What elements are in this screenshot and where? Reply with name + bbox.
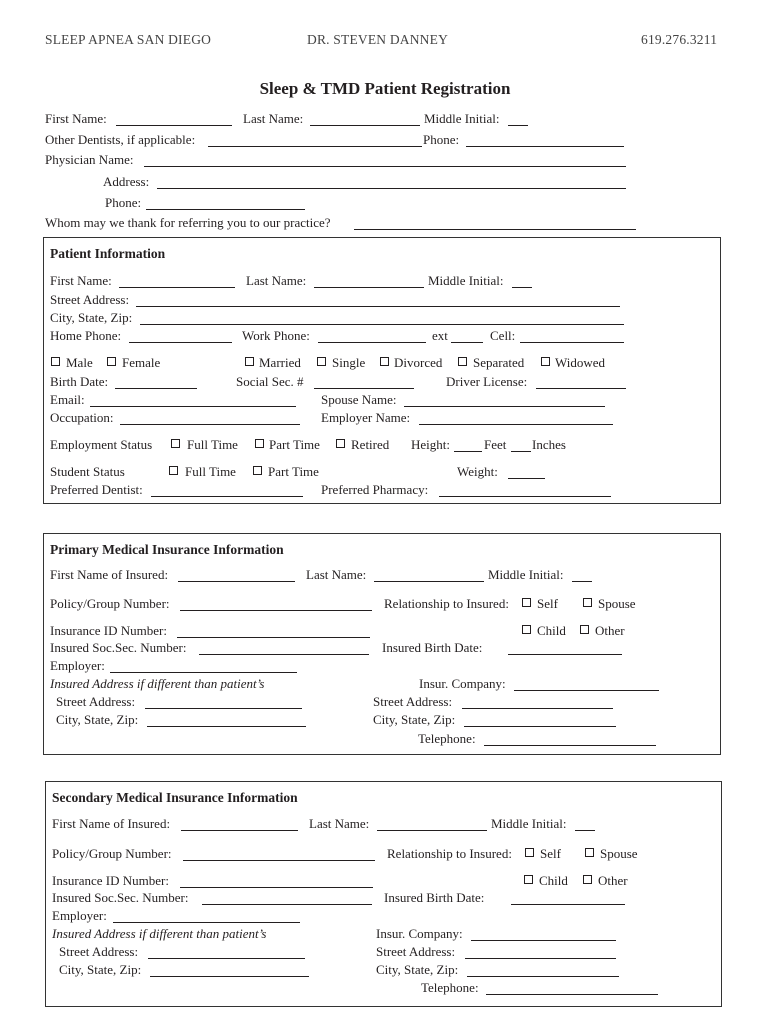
primary-last-name-field[interactable] [374, 581, 484, 582]
primary-city-field[interactable] [147, 726, 306, 727]
primary-last-name-label: Last Name: [306, 567, 367, 582]
primary-id-number-label: Insurance ID Number: [50, 623, 167, 638]
widowed-label: Widowed [555, 355, 606, 370]
student-status-label: Student Status [50, 464, 125, 479]
primary-birth-date-field[interactable] [508, 654, 622, 655]
secondary-middle-initial-label: Middle Initial: [491, 816, 567, 831]
primary-insur-company-field[interactable] [514, 690, 659, 691]
primary-policy-field[interactable] [180, 610, 372, 611]
physician-phone-field[interactable] [146, 209, 305, 210]
employment-part-time-checkbox[interactable] [255, 439, 264, 448]
primary-telephone-field[interactable] [484, 745, 656, 746]
primary-soc-sec-label: Insured Soc.Sec. Number: [50, 640, 187, 655]
secondary-id-number-field[interactable] [180, 887, 373, 888]
retired-label: Retired [351, 437, 390, 452]
secondary-employer-field[interactable] [113, 922, 300, 923]
first-name-field[interactable] [116, 125, 232, 126]
practice-name: SLEEP APNEA SAN DIEGO [45, 32, 212, 47]
physician-name-label: Physician Name: [45, 152, 134, 167]
primary-company-city-label: City, State, Zip: [373, 712, 456, 727]
patient-last-name-label: Last Name: [246, 273, 307, 288]
secondary-policy-label: Policy/Group Number: [52, 846, 172, 861]
secondary-insur-company-field[interactable] [471, 940, 616, 941]
secondary-child-checkbox[interactable] [524, 875, 533, 884]
home-phone-field[interactable] [129, 342, 232, 343]
primary-id-number-field[interactable] [177, 637, 370, 638]
retired-checkbox[interactable] [336, 439, 345, 448]
secondary-telephone-label: Telephone: [421, 980, 479, 995]
patient-middle-initial-label: Middle Initial: [428, 273, 504, 288]
practice-phone: 619.276.3211 [641, 32, 718, 47]
height-label: Height: [411, 437, 450, 452]
secondary-company-city-field[interactable] [467, 976, 619, 977]
patient-first-name-label: First Name: [50, 273, 112, 288]
secondary-self-checkbox[interactable] [525, 848, 534, 857]
other-dentists-field[interactable] [208, 146, 422, 147]
page-title: Sleep & TMD Patient Registration [259, 79, 511, 98]
employer-name-field[interactable] [419, 424, 613, 425]
primary-company-city-field[interactable] [464, 726, 616, 727]
secondary-last-name-label: Last Name: [309, 816, 370, 831]
secondary-employer-label: Employer: [52, 908, 107, 923]
married-checkbox[interactable] [245, 357, 254, 366]
primary-policy-label: Policy/Group Number: [50, 596, 170, 611]
primary-self-checkbox[interactable] [522, 598, 531, 607]
driver-license-label: Driver License: [446, 374, 528, 389]
primary-child-checkbox[interactable] [522, 625, 531, 634]
ext-field[interactable] [451, 342, 483, 343]
height-inches-field[interactable] [511, 451, 531, 452]
referral-field[interactable] [354, 229, 636, 230]
secondary-city-label: City, State, Zip: [59, 962, 142, 977]
ext-label: ext [432, 328, 448, 343]
primary-middle-initial-field[interactable] [572, 581, 592, 582]
married-label: Married [259, 355, 301, 370]
first-name-label: First Name: [45, 111, 107, 126]
preferred-pharmacy-field[interactable] [439, 496, 611, 497]
home-phone-label: Home Phone: [50, 328, 122, 343]
primary-city-label: City, State, Zip: [56, 712, 139, 727]
work-phone-field[interactable] [318, 342, 426, 343]
secondary-birth-date-label: Insured Birth Date: [384, 890, 485, 905]
separated-checkbox[interactable] [458, 357, 467, 366]
ssn-label: Social Sec. # [236, 374, 304, 389]
dentist-phone-label: Phone: [423, 132, 460, 147]
secondary-relationship-label: Relationship to Insured: [387, 846, 512, 861]
ssn-field[interactable] [314, 388, 414, 389]
divorced-label: Divorced [394, 355, 443, 370]
preferred-dentist-field[interactable] [151, 496, 303, 497]
preferred-dentist-label: Preferred Dentist: [50, 482, 143, 497]
student-part-time-label: Part Time [268, 464, 319, 479]
secondary-street-label: Street Address: [59, 944, 139, 959]
height-feet-field[interactable] [454, 451, 482, 452]
secondary-soc-sec-label: Insured Soc.Sec. Number: [52, 890, 189, 905]
secondary-company-street-field[interactable] [465, 958, 616, 959]
divorced-checkbox[interactable] [380, 357, 389, 366]
patient-street-field[interactable] [136, 306, 620, 307]
occupation-label: Occupation: [50, 410, 114, 425]
widowed-checkbox[interactable] [541, 357, 550, 366]
work-phone-label: Work Phone: [242, 328, 310, 343]
primary-employer-label: Employer: [50, 658, 105, 673]
primary-employer-field[interactable] [110, 672, 297, 673]
employment-part-time-label: Part Time [269, 437, 320, 452]
spouse-name-field[interactable] [404, 406, 605, 407]
secondary-insurance-heading: Secondary Medical Insurance Information [52, 790, 298, 805]
physician-name-field[interactable] [144, 166, 626, 167]
primary-address-note: Insured Address if different than patient’s [50, 676, 265, 691]
secondary-middle-initial-field[interactable] [575, 830, 595, 831]
feet-label: Feet [484, 437, 507, 452]
employer-name-label: Employer Name: [321, 410, 411, 425]
secondary-telephone-field[interactable] [486, 994, 658, 995]
dentist-phone-field[interactable] [466, 146, 624, 147]
spouse-name-label: Spouse Name: [321, 392, 397, 407]
employment-full-time-label: Full Time [187, 437, 238, 452]
primary-other-checkbox[interactable] [580, 625, 589, 634]
cell-label: Cell: [490, 328, 516, 343]
secondary-other-checkbox[interactable] [583, 875, 592, 884]
patient-info-heading: Patient Information [50, 246, 166, 261]
birth-date-field[interactable] [115, 388, 197, 389]
separated-label: Separated [473, 355, 525, 370]
secondary-company-street-label: Street Address: [376, 944, 456, 959]
primary-birth-date-label: Insured Birth Date: [382, 640, 483, 655]
patient-city-label: City, State, Zip: [50, 310, 133, 325]
patient-street-label: Street Address: [50, 292, 130, 307]
secondary-city-field[interactable] [150, 976, 309, 977]
primary-insur-company-label: Insur. Company: [419, 676, 506, 691]
preferred-pharmacy-label: Preferred Pharmacy: [321, 482, 429, 497]
cell-field[interactable] [520, 342, 624, 343]
secondary-street-field[interactable] [148, 958, 305, 959]
last-name-field[interactable] [310, 125, 420, 126]
secondary-first-name-label: First Name of Insured: [52, 816, 171, 831]
email-label: Email: [50, 392, 85, 407]
primary-first-name-label: First Name of Insured: [50, 567, 169, 582]
middle-initial-field[interactable] [508, 125, 528, 126]
student-part-time-checkbox[interactable] [253, 466, 262, 475]
secondary-birth-date-field[interactable] [511, 904, 625, 905]
female-label: Female [122, 355, 161, 370]
physician-phone-label: Phone: [105, 195, 142, 210]
weight-label: Weight: [457, 464, 498, 479]
primary-company-street-field[interactable] [462, 708, 613, 709]
primary-street-field[interactable] [145, 708, 302, 709]
secondary-address-note: Insured Address if different than patient’s [52, 926, 267, 941]
male-label: Male [66, 355, 93, 370]
secondary-last-name-field[interactable] [377, 830, 487, 831]
birth-date-label: Birth Date: [50, 374, 109, 389]
primary-other-label: Other [595, 623, 625, 638]
occupation-field[interactable] [120, 424, 300, 425]
primary-relationship-label: Relationship to Insured: [384, 596, 509, 611]
secondary-first-name-field[interactable] [181, 830, 298, 831]
student-full-time-checkbox[interactable] [169, 466, 178, 475]
doctor-name: DR. STEVEN DANNEY [307, 32, 449, 47]
primary-middle-initial-label: Middle Initial: [488, 567, 564, 582]
secondary-other-label: Other [598, 873, 628, 888]
patient-middle-initial-field[interactable] [512, 287, 532, 288]
single-checkbox[interactable] [317, 357, 326, 366]
middle-initial-label: Middle Initial: [424, 111, 500, 126]
secondary-insur-company-label: Insur. Company: [376, 926, 463, 941]
primary-spouse-checkbox[interactable] [583, 598, 592, 607]
primary-telephone-label: Telephone: [418, 731, 476, 746]
physician-address-field[interactable] [157, 188, 626, 189]
secondary-company-city-label: City, State, Zip: [376, 962, 459, 977]
secondary-policy-field[interactable] [183, 860, 375, 861]
last-name-label: Last Name: [243, 111, 304, 126]
secondary-id-number-label: Insurance ID Number: [52, 873, 169, 888]
email-field[interactable] [90, 406, 296, 407]
primary-company-street-label: Street Address: [373, 694, 453, 709]
physician-address-label: Address: [103, 174, 150, 189]
female-checkbox[interactable] [107, 357, 116, 366]
secondary-soc-sec-field[interactable] [202, 904, 372, 905]
primary-insurance-heading: Primary Medical Insurance Information [50, 542, 284, 557]
primary-soc-sec-field[interactable] [199, 654, 369, 655]
inches-label: Inches [532, 437, 566, 452]
weight-field[interactable] [508, 478, 545, 479]
single-label: Single [332, 355, 366, 370]
male-checkbox[interactable] [51, 357, 60, 366]
primary-spouse-label: Spouse [598, 596, 636, 611]
secondary-child-label: Child [539, 873, 568, 888]
patient-information-section [43, 237, 721, 504]
secondary-spouse-label: Spouse [600, 846, 638, 861]
primary-first-name-field[interactable] [178, 581, 295, 582]
primary-self-label: Self [537, 596, 558, 611]
primary-child-label: Child [537, 623, 566, 638]
patient-last-name-field[interactable] [314, 287, 424, 288]
student-full-time-label: Full Time [185, 464, 236, 479]
primary-street-label: Street Address: [56, 694, 136, 709]
secondary-self-label: Self [540, 846, 561, 861]
driver-license-field[interactable] [536, 388, 626, 389]
patient-first-name-field[interactable] [119, 287, 235, 288]
patient-city-field[interactable] [140, 324, 624, 325]
other-dentists-label: Other Dentists, if applicable: [45, 132, 196, 147]
employment-status-label: Employment Status [50, 437, 153, 452]
secondary-spouse-checkbox[interactable] [585, 848, 594, 857]
referral-label: Whom may we thank for referring you to our practice? [45, 215, 331, 230]
employment-full-time-checkbox[interactable] [171, 439, 180, 448]
